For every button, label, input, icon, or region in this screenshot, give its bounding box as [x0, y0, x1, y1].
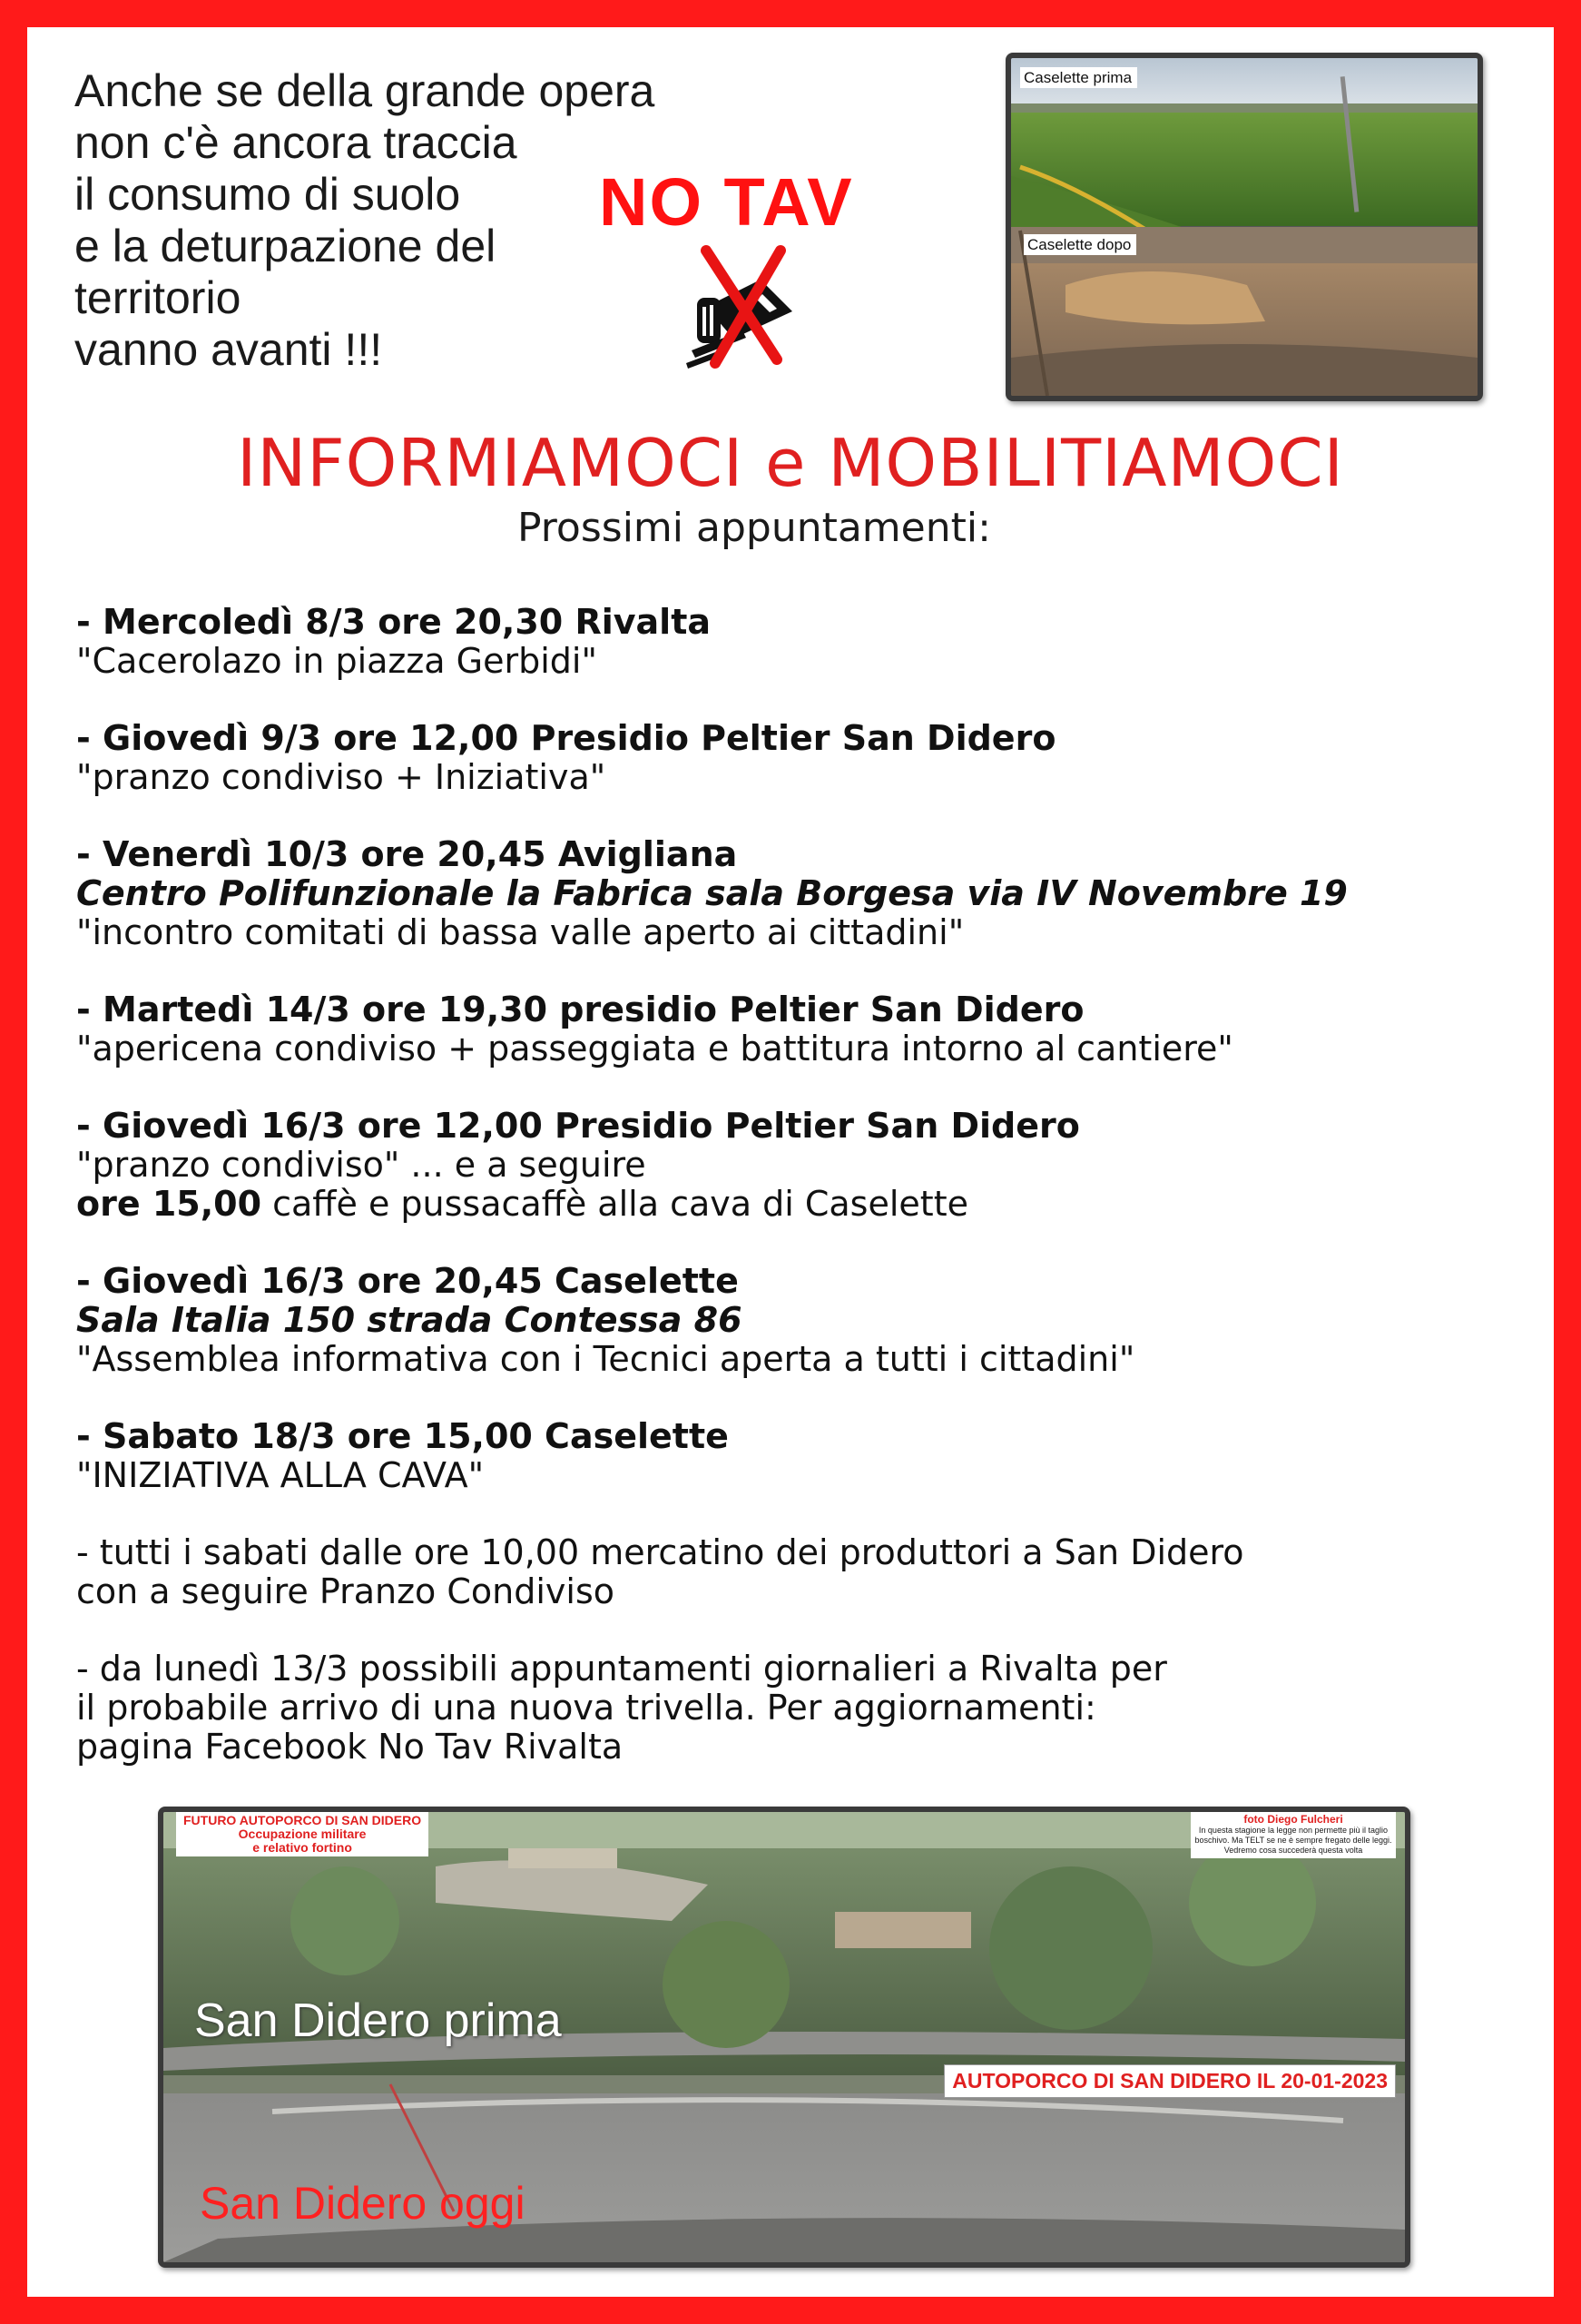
event-description: con a seguire Pranzo Condiviso [76, 1571, 615, 1611]
photo-credit: foto Diego Fulcheri [1243, 1813, 1343, 1826]
event-description: "apericena condiviso + passeggiata e battitura intorno al cantiere" [76, 1029, 1233, 1068]
san-didero-before-after-photo [158, 1807, 1410, 2268]
label-before: San Didero prima [194, 1994, 562, 2047]
event-item [76, 603, 1528, 681]
event-extra-text: caffè e pussacaffè alla cava di Caselette [261, 1184, 968, 1224]
event-description: - da lunedì 13/3 possibili appuntamenti giornalieri a Rivalta per [76, 1649, 1167, 1689]
event-description: "pranzo condiviso" ... e a seguire [76, 1145, 646, 1185]
intro-text [74, 65, 655, 376]
photo-credit-box [1191, 1812, 1396, 1858]
caption-after: Caselette dopo [1024, 234, 1136, 255]
event-place: Centro Polifunzionale la Fabrica sala Borgesa via IV Novembre 19 [76, 873, 1348, 913]
intro-line: vanno avanti !!! [74, 324, 383, 375]
event-title: - Sabato 18/3 ore 15,00 Caselette [76, 1416, 729, 1456]
date-banner: AUTOPORCO DI SAN DIDERO IL 20-01-2023 [944, 2064, 1396, 2098]
event-item [76, 990, 1528, 1068]
intro-line: Anche se della grande opera [74, 65, 655, 116]
event-description: "Assemblea informativa con i Tecnici aperta a tutti i cittadini" [76, 1339, 1135, 1379]
subhead: Prossimi appuntamenti: [517, 505, 991, 551]
event-description: "INIZIATIVA ALLA CAVA" [76, 1455, 485, 1495]
event-title: - Martedì 14/3 ore 19,30 presidio Peltier San Didero [76, 990, 1085, 1029]
caption-before: Caselette prima [1020, 67, 1137, 88]
overlay-title [176, 1812, 428, 1856]
intro-line: il consumo di suolo [74, 169, 461, 220]
headline: INFORMIAMOCI e MOBILITIAMOCI [237, 425, 1344, 501]
crossed-out-train-icon [679, 243, 806, 370]
intro-line: non c'è ancora traccia [74, 117, 517, 168]
event-description: "incontro comitati di bassa valle aperto ai cittadini" [76, 912, 965, 952]
no-tav-title: NO TAV [599, 164, 854, 240]
event-description: "Cacerolazo in piazza Gerbidi" [76, 641, 597, 681]
event-description: pagina Facebook No Tav Rivalta [76, 1727, 624, 1767]
event-place: Sala Italia 150 strada Contessa 86 [76, 1300, 742, 1340]
intro-line: e la deturpazione del [74, 221, 496, 271]
event-title: - Giovedì 16/3 ore 20,45 Caselette [76, 1261, 739, 1301]
event-item [76, 1417, 1528, 1495]
event-title: - Giovedì 16/3 ore 12,00 Presidio Peltier San Didero [76, 1106, 1080, 1146]
overlay-title-text: FUTURO AUTOPORCO DI SAN DIDERO Occupazione militare e relativo fortino [183, 1813, 422, 1855]
photo-note: In questa stagione la legge non permette più il taglio boschivo. Ma TELT se ne è sempre fregato delle leggi. Vedremo cosa succederà questa volta [1194, 1826, 1392, 1855]
events-list [76, 603, 1528, 1805]
event-title: - Mercoledì 8/3 ore 20,30 Rivalta [76, 602, 712, 642]
event-item [76, 1107, 1528, 1224]
event-item [76, 1649, 1528, 1767]
landscape-photo-illustration [1011, 58, 1478, 396]
intro-line: territorio [74, 272, 241, 323]
event-description: "pranzo condiviso + Iniziativa" [76, 757, 606, 797]
event-title: - Giovedì 9/3 ore 12,00 Presidio Peltier San Didero [76, 718, 1056, 758]
label-after: San Didero oggi [200, 2178, 525, 2229]
event-extra-time: ore 15,00 [76, 1184, 262, 1224]
event-item [76, 835, 1528, 952]
caselette-before-after-photo [1006, 53, 1483, 401]
event-title: - Venerdì 10/3 ore 20,45 Avigliana [76, 834, 738, 874]
event-description: - tutti i sabati dalle ore 10,00 mercatino dei produttori a San Didero [76, 1532, 1244, 1572]
event-description: il probabile arrivo di una nuova trivella. Per aggiornamenti: [76, 1688, 1096, 1728]
event-item [76, 1533, 1528, 1611]
event-extra [76, 1185, 1528, 1224]
event-item [76, 719, 1528, 797]
event-item [76, 1262, 1528, 1379]
